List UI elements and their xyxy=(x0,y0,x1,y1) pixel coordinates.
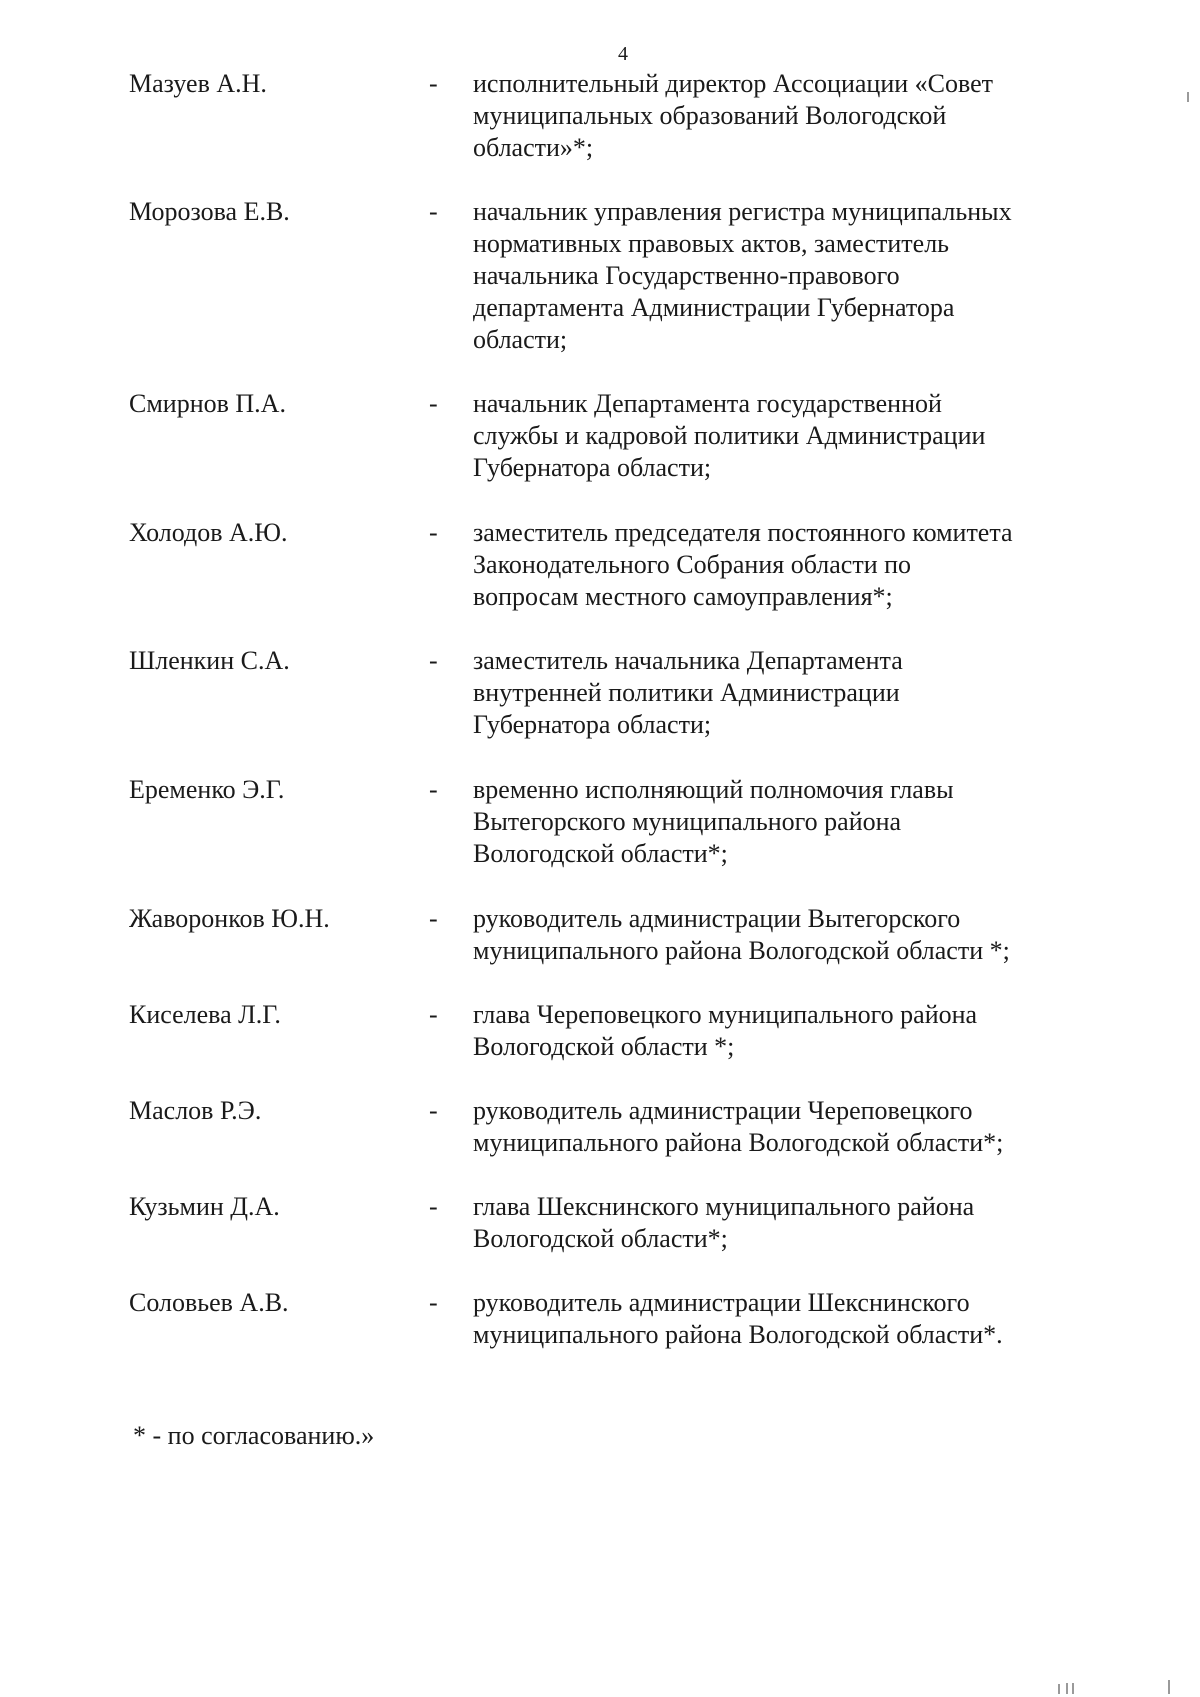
scan-mark xyxy=(1187,92,1189,102)
position-line: глава Череповецкого муниципального района xyxy=(473,1000,978,1029)
position-line: департамента Администрации Губернатора xyxy=(473,293,955,322)
member-name: Холодов А.Ю. xyxy=(129,518,288,547)
scan-mark xyxy=(1058,1684,1060,1694)
member-dash: - xyxy=(429,775,438,804)
member-name: Жаворонков Ю.Н. xyxy=(129,904,330,933)
member-dash: - xyxy=(429,1288,438,1317)
footnote: * - по согласованию.» xyxy=(133,1421,375,1450)
member-position xyxy=(473,1095,1093,1159)
member-dash: - xyxy=(429,1096,438,1125)
member-name: Кузьмин Д.А. xyxy=(129,1192,280,1221)
member-position xyxy=(473,196,1093,356)
position-line: начальника Государственно-правового xyxy=(473,261,900,290)
position-line: муниципальных образований Вологодской xyxy=(473,101,947,130)
scan-mark xyxy=(1066,1683,1068,1694)
position-line: руководитель администрации Череповецкого xyxy=(473,1096,973,1125)
position-line: муниципального района Вологодской области*; xyxy=(473,1128,1004,1157)
member-name: Киселева Л.Г. xyxy=(129,1000,281,1029)
member-position xyxy=(473,645,1093,741)
position-line: руководитель администрации Шекснинского xyxy=(473,1288,970,1317)
member-dash: - xyxy=(429,646,438,675)
position-line: области»*; xyxy=(473,133,594,162)
member-name: Еременко Э.Г. xyxy=(129,775,285,804)
member-name: Соловьев А.В. xyxy=(129,1288,289,1317)
position-line: Вологодской области*; xyxy=(473,839,728,868)
position-line: Вологодской области*; xyxy=(473,1224,728,1253)
member-dash: - xyxy=(429,518,438,547)
position-line: Законодательного Собрания области по xyxy=(473,550,912,579)
position-line: руководитель администрации Вытегорского xyxy=(473,904,961,933)
position-line: заместитель начальника Департамента xyxy=(473,646,903,675)
member-name: Морозова Е.В. xyxy=(129,197,290,226)
member-name: Маслов Р.Э. xyxy=(129,1096,262,1125)
member-dash: - xyxy=(429,904,438,933)
position-line: начальник управления регистра муниципальных xyxy=(473,197,1012,226)
position-line: службы и кадровой политики Администрации xyxy=(473,421,986,450)
member-position xyxy=(473,903,1093,967)
member-dash: - xyxy=(429,69,438,98)
page-number: 4 xyxy=(618,43,628,65)
position-line: области; xyxy=(473,325,568,354)
member-name: Мазуев А.Н. xyxy=(129,69,267,98)
member-position xyxy=(473,999,1093,1063)
position-line: нормативных правовых актов, заместитель xyxy=(473,229,950,258)
position-line: Губернатора области; xyxy=(473,710,712,739)
position-line: муниципального района Вологодской области*. xyxy=(473,1320,1003,1349)
member-position xyxy=(473,1287,1093,1351)
member-position xyxy=(473,517,1093,613)
member-name: Шленкин С.А. xyxy=(129,646,290,675)
member-name: Смирнов П.А. xyxy=(129,389,286,418)
position-line: вопросам местного самоуправления*; xyxy=(473,582,893,611)
position-line: глава Шекснинского муниципального района xyxy=(473,1192,975,1221)
position-line: Губернатора области; xyxy=(473,453,712,482)
member-dash: - xyxy=(429,197,438,226)
position-line: заместитель председателя постоянного комитета xyxy=(473,518,1013,547)
position-line: начальник Департамента государственной xyxy=(473,389,942,418)
member-position xyxy=(473,388,1093,484)
position-line: Вологодской области *; xyxy=(473,1032,735,1061)
position-line: муниципального района Вологодской области *; xyxy=(473,936,1010,965)
member-position xyxy=(473,774,1093,870)
scan-mark xyxy=(1072,1683,1074,1694)
position-line: Вытегорского муниципального района xyxy=(473,807,902,836)
scan-mark xyxy=(1168,1680,1170,1694)
member-dash: - xyxy=(429,1000,438,1029)
member-dash: - xyxy=(429,1192,438,1221)
position-line: внутренней политики Администрации xyxy=(473,678,900,707)
member-position xyxy=(473,68,1093,164)
member-position xyxy=(473,1191,1093,1255)
position-line: исполнительный директор Ассоциации «Совет xyxy=(473,69,994,98)
position-line: временно исполняющий полномочия главы xyxy=(473,775,954,804)
member-dash: - xyxy=(429,389,438,418)
